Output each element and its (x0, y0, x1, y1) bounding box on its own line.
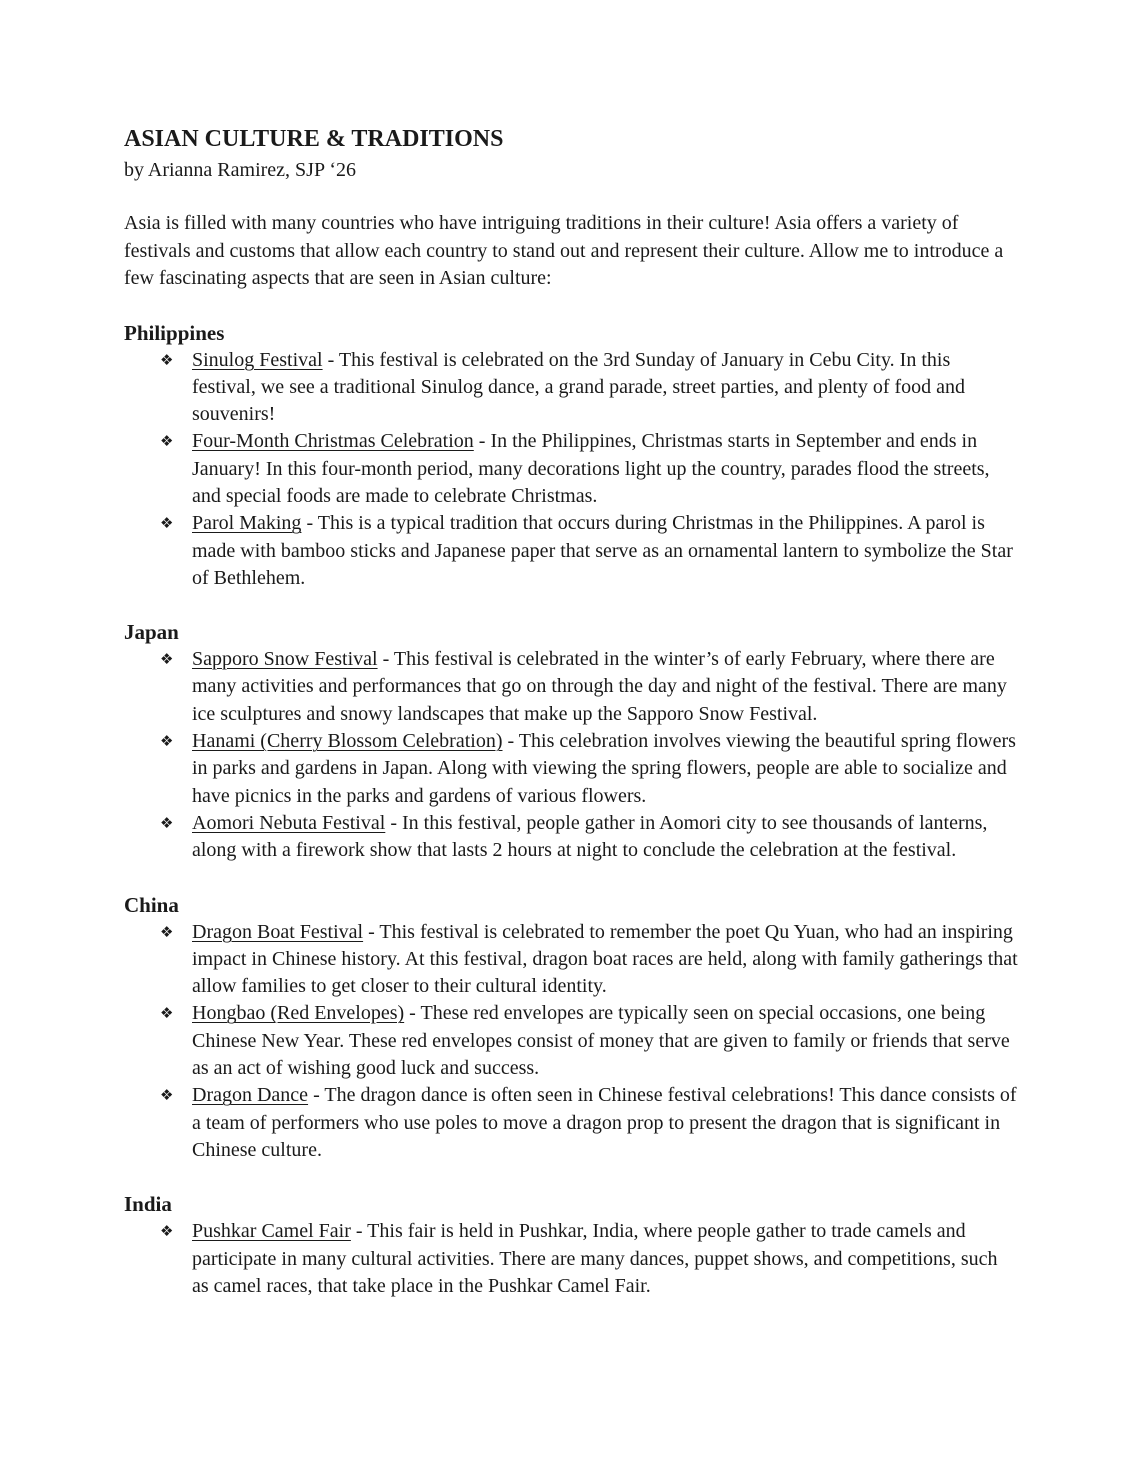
diamond-bullet-icon: ❖ (160, 650, 174, 669)
section-heading: Philippines (124, 320, 225, 345)
section-japan (124, 619, 1019, 864)
article-byline: by Arianna Ramirez, SJP ‘26 (124, 159, 357, 181)
section-heading: India (124, 1192, 172, 1217)
diamond-bullet-icon: ❖ (160, 1004, 174, 1023)
item-name: Pushkar Camel Fair (192, 1220, 351, 1243)
document-page (124, 124, 1019, 1300)
item-description: - In this festival, people gather in Aomori city to see thousands of lanterns, along with a firework show that lasts 2 hours at night to conclude the celebration at the festival. (192, 811, 988, 862)
list-item (160, 1082, 1019, 1164)
section-china (124, 892, 1019, 1165)
diamond-bullet-icon: ❖ (160, 350, 174, 369)
section-heading: China (124, 892, 179, 917)
item-description: - In the Philippines, Christmas starts in September and ends in January! In this four-month period, many decorations light up the country, parades flood the streets, and special foods are made to celebrate Christmas. (192, 430, 990, 507)
item-description: - These red envelopes are typically seen on special occasions, one being Chinese New Year. These red envelopes consist of money that are given to family or friends that serve as an act of wishing good luck and success. (192, 1002, 1010, 1080)
list-item (160, 919, 1019, 1001)
festival-list (124, 347, 1019, 593)
list-item (160, 347, 1019, 429)
article-intro: Asia is filled with many countries who have intriguing traditions in their culture! Asia offers a variety of festivals and customs that allow each country to stand out and represent their culture. Allow me to introduce a few fascinating aspects that are seen in Asian culture: (124, 212, 1004, 289)
item-name: Four-Month Christmas Celebration (192, 430, 474, 453)
item-description: - This is a typical tradition that occurs during Christmas in the Philippines. A parol is made with bamboo sticks and Japanese paper that serve as an ornamental lantern to symbolize the Star of Bethlehem. (192, 512, 1013, 589)
diamond-bullet-icon: ❖ (160, 922, 174, 941)
item-name: Hongbao (Red Envelopes) (192, 1002, 405, 1025)
diamond-bullet-icon: ❖ (160, 1222, 174, 1241)
item-name: Dragon Dance (192, 1084, 309, 1107)
diamond-bullet-icon: ❖ (160, 732, 174, 751)
item-description: - This festival is celebrated on the 3rd Sunday of January in Cebu City. In this festival, we see a traditional Sinulog dance, a grand parade, street parties, and plenty of food and souvenirs! (192, 348, 966, 426)
section-philippines (124, 320, 1019, 593)
item-name: Sinulog Festival (192, 348, 323, 371)
list-item (160, 646, 1019, 728)
section-heading: Japan (124, 620, 179, 645)
item-name: Parol Making (192, 512, 302, 535)
festival-list (124, 1218, 1019, 1300)
list-item (160, 810, 1019, 865)
article-title: ASIAN CULTURE & TRADITIONS (124, 126, 504, 152)
item-name: Hanami (Cherry Blossom Celebration) (192, 730, 503, 753)
festival-list (124, 646, 1019, 864)
list-item (160, 428, 1019, 510)
item-name: Aomori Nebuta Festival (192, 811, 386, 834)
list-item (160, 1000, 1019, 1082)
festival-list (124, 919, 1019, 1165)
diamond-bullet-icon: ❖ (160, 1086, 174, 1105)
list-item (160, 728, 1019, 810)
list-item (160, 1218, 1019, 1300)
list-item (160, 510, 1019, 592)
section-india (124, 1191, 1019, 1300)
item-name: Sapporo Snow Festival (192, 648, 378, 671)
diamond-bullet-icon: ❖ (160, 813, 174, 832)
item-description: - This festival is celebrated to remember the poet Qu Yuan, who had an inspiring impact in Chinese history. At this festival, dragon boat races are held, along with family gatherings that allow families to get closer to their cultural identity. (192, 920, 1018, 998)
diamond-bullet-icon: ❖ (160, 514, 174, 533)
item-name: Dragon Boat Festival (192, 920, 364, 943)
item-description: - This festival is celebrated in the winter’s of early February, where there are many activities and performances that go on through the day and night of the festival. There are many ice sculptures and snowy landscapes that make up the Sapporo Snow Festival. (192, 648, 1007, 725)
item-description: - This celebration involves viewing the beautiful spring flowers in parks and gardens in Japan. Along with viewing the spring flowers, people are able to socialize and have picnics in the parks and gardens of various flowers. (192, 730, 1016, 807)
item-description: - The dragon dance is often seen in Chinese festival celebrations! This dance consists of a team of performers who use poles to move a dragon prop to present the dragon that is significant in Chinese culture. (192, 1084, 1017, 1161)
item-description: - This fair is held in Pushkar, India, where people gather to trade camels and participate in many cultural activities. There are many dances, puppet shows, and competitions, such as camel races, that take place in the Pushkar Camel Fair. (192, 1220, 998, 1297)
diamond-bullet-icon: ❖ (160, 432, 174, 451)
